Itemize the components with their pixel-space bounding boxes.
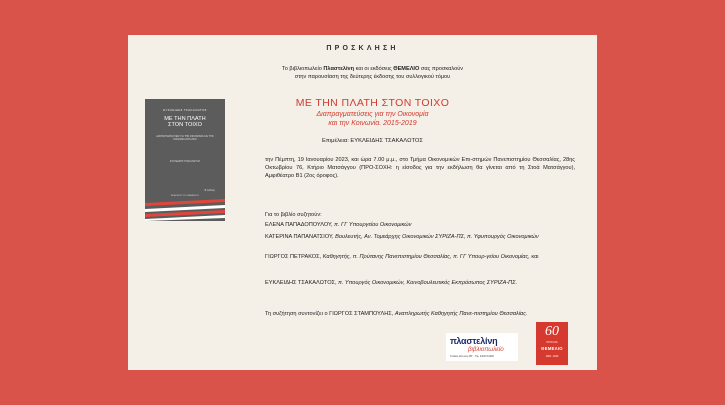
editor-line: Επιμέλεια: ΕΥΚΛΕΙΔΗΣ ΤΣΑΚΑΛΩΤΟΣ [322, 138, 423, 144]
book-subtitle [228, 111, 517, 128]
cover-title [145, 116, 225, 129]
themelio-logo [536, 322, 568, 365]
invitation-card [128, 35, 597, 370]
book-subtitle-line2: και την Κοινωνία. 2015-2019 [328, 119, 417, 127]
moderator-prefix: Τη συζήτηση συντονίζει ο [265, 311, 328, 317]
speaker-role: Καθηγητής, π. Πρύτανης Πανεπιστημίου Θεσσαλίας, π. ΓΓ Υπουρ-γείου Οικονομίας, [322, 254, 530, 260]
themelio-number: 60 [545, 324, 559, 339]
speaker-role: π. ΓΓ Υπουργείου Οικονομικών [334, 222, 412, 228]
speaker-item [265, 234, 575, 242]
cover-title-line1: ΜΕ ΤΗΝ ΠΛΑΤΗ [164, 116, 206, 122]
speaker-item [265, 254, 575, 262]
intro-suffix: σας προσκαλούν [420, 66, 464, 72]
themelio-name: ΘΕΜΕΛΙΟ [541, 346, 563, 351]
publisher-name: ΘΕΜΕΛΙΟ [393, 66, 420, 72]
intro-prefix: Το βιβλιοπωλείο [281, 66, 322, 72]
cover-stripes [145, 199, 225, 221]
speaker-suffix: και [531, 254, 539, 260]
speaker-role: Βουλευτής, Αν. Τομεάρχης Οικονομικών ΣΥΡΙΖΑ-ΠΣ, π. Υφυπουργός Οικονομικών [335, 234, 539, 240]
book-subtitle-line1: Διαπραγματεύσεις για την Οικονομία [316, 111, 429, 118]
speaker-name: ΕΛΕΝΑ ΠΑΠΑΔΟΠΟΥΛΟΥ, [265, 222, 333, 228]
intro-mid: και οι εκδόσεις [355, 66, 392, 72]
speakers-intro: Για το βιβλίο συζητούν: [265, 212, 322, 218]
cover-subtitle: ΔΙΑΠΡΑΓΜΑΤΕΥΣΕΙΣ ΓΙΑ ΤΗΝ ΟΙΚΟΝΟΜΙΑ ΚΑΙ ΤΗΝ ΚΟΙΝΩΝΙΑ 2015-2019 [156, 135, 214, 142]
speaker-role: π. Υπουργός Οικονομικών, Κοινοβουλευτικός Εκπρόσωπος ΣΥΡΙΖΑ-ΠΣ. [338, 280, 518, 286]
event-details: την Πέμπτη, 19 Ιανουαρίου 2023, και ώρα 7.00 μ.μ., στο Τμήμα Οικονομικών Επι-στημών Πανεπιστημίου Θεσσαλίας, 28ης Οκτωβρίου 76, Κτήριο Ματσάγγου (ΠΡΟ-ΣΟΧΗ: η είσοδος για την εκδήλωση θα γίνεται από τη Στοά Ματσάγγου), Αμφιθέατρο Β1 (2ος όροφος). [265, 157, 575, 180]
moderator-line [265, 311, 565, 319]
intro-text [228, 66, 517, 81]
speaker-name: ΓΙΩΡΓΟΣ ΠΕΤΡΑΚΟΣ, [265, 254, 322, 260]
speaker-name: ΚΑΤΕΡΙΝΑ ΠΑΠΑΝΑΤΣΙΟΥ, [265, 234, 334, 240]
cover-title-line2: ΣΤΟΝ ΤΟΙΧΟ [168, 122, 202, 129]
plasteline-logo [446, 333, 518, 361]
bookstore-name: Πλαστελίνη [323, 66, 355, 72]
cover-edition: Β' έκδοση [204, 189, 215, 192]
moderator-name: ΓΙΩΡΓΟΣ ΣΤΑΜΠΟΥΛΗΣ, [329, 311, 394, 317]
speaker-item [265, 222, 575, 230]
plasteline-sub: βιβλιοπωλείο [468, 346, 504, 353]
cover-editor: ΕΥΚΛΕΙΔΗΣ ΤΣΑΚΑΛΩΤΟΣ [170, 160, 200, 163]
book-cover [145, 99, 225, 221]
cover-stripe [145, 199, 225, 206]
book-title: ΜΕ ΤΗΝ ΠΛΑΤΗ ΣΤΟΝ ΤΟΙΧΟ [295, 97, 450, 109]
speaker-item [265, 280, 575, 288]
plasteline-address: Γαλλίας-Ιάσωνος 26Γ · Τηλ. 24210 61030 [450, 355, 494, 358]
cover-publisher: ΕΚΔΟΣΕΙΣ ΤΟΥ ΘΕΜΕΛΙΟΥ [171, 195, 199, 197]
invitation-title: ΠΡΟΣΚΛΗΣΗ [326, 45, 399, 52]
cover-author: ΕΥΚΛΕΙΔΗΣ ΤΣΑΚΑΛΩΤΟΣ [163, 108, 207, 112]
intro-line2: στην παρουσίαση της δεύτερης έκδοσης του συλλογικού τόμου [294, 73, 451, 80]
plasteline-name: πλαστελίνη [450, 336, 498, 346]
speaker-name: ΕΥΚΛΕΙΔΗΣ ΤΣΑΚΑΛΩΤΟΣ, [265, 280, 337, 286]
themelio-span: 1963 - 2023 [545, 355, 559, 358]
themelio-years: ΧΡΟΝΙΑ [546, 341, 558, 344]
moderator-role: Αναπληρωτής Καθηγητής Πανε-πιστημίου Θεσσαλίας. [394, 311, 528, 317]
